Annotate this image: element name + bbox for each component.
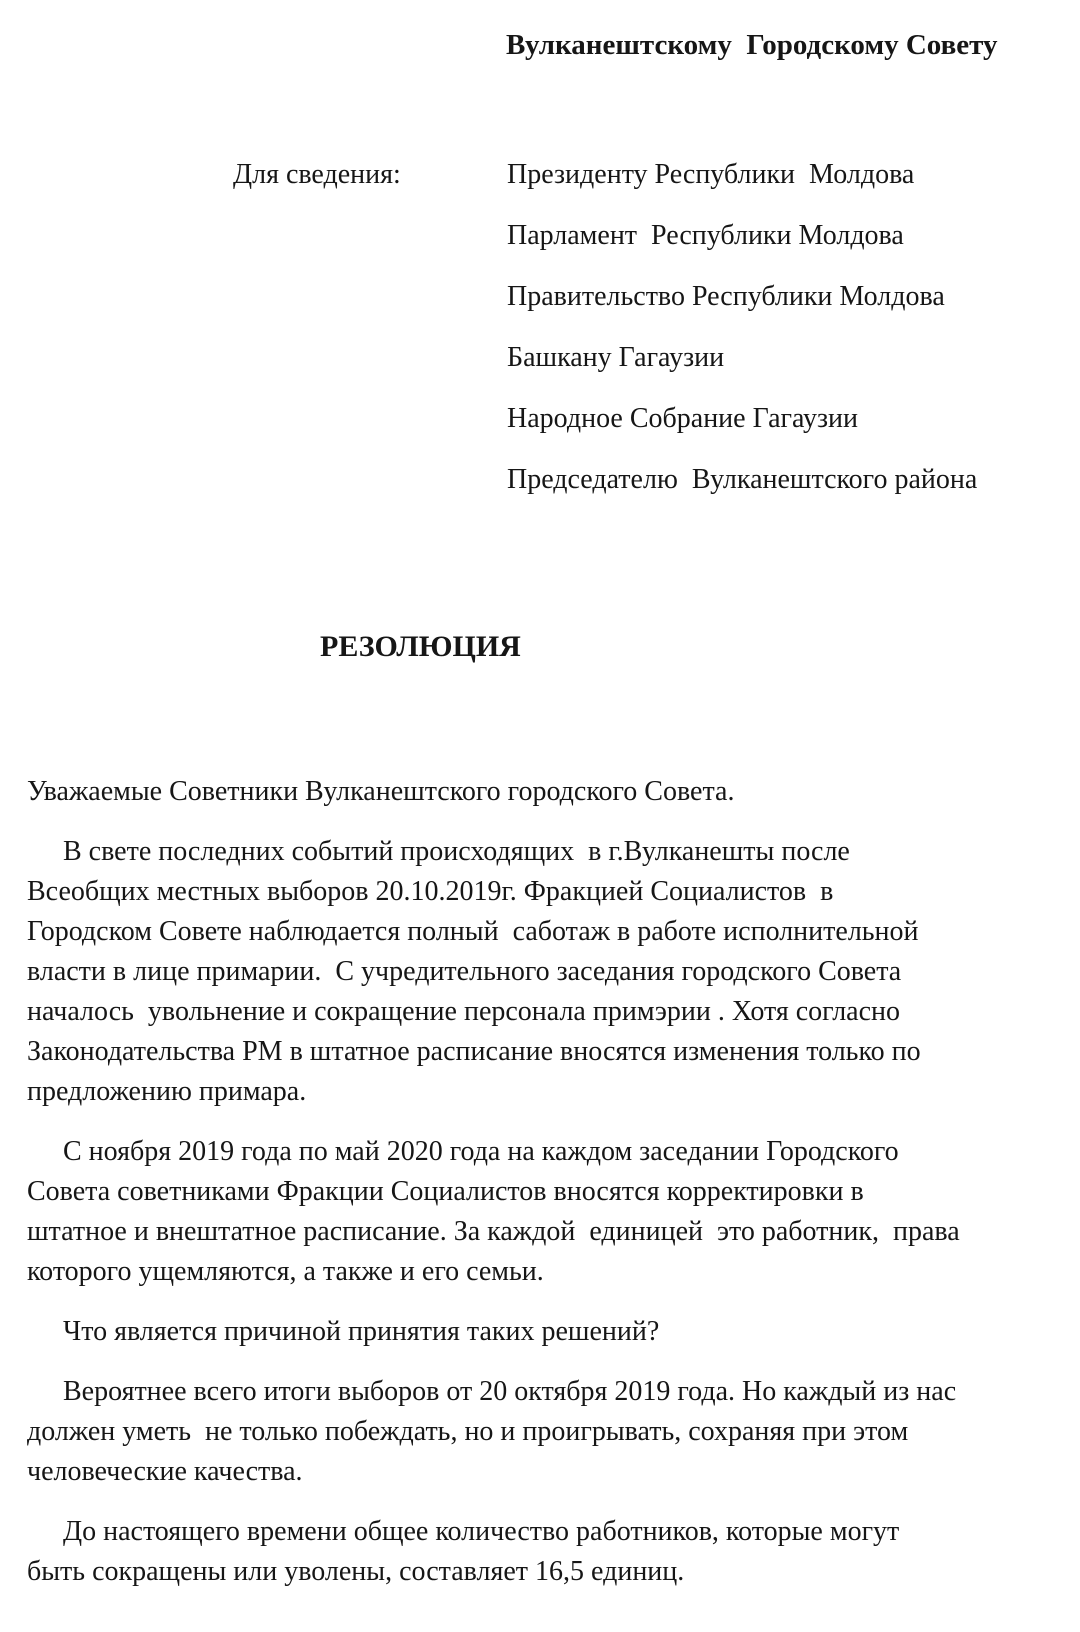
salutation: Уважаемые Советники Вулканештского городского Совета.	[27, 776, 735, 807]
text-line: которого ущемляются, а также и его семьи.	[27, 1256, 544, 1287]
text-line: должен уметь не только побеждать, но и проигрывать, сохраняя при этом	[27, 1416, 909, 1447]
paragraph	[27, 1312, 1067, 1352]
text-line: До настоящего времени общее количество работников, которые могут	[63, 1516, 900, 1547]
text-line: власти в лице примарии. С учредительного заседания городского Совета	[27, 956, 902, 987]
text-line: началось увольнение и сокращение персонала примэрии . Хотя согласно	[27, 996, 901, 1027]
text-line: Всеобщих местных выборов 20.10.2019г. Фракцией Социалистов в	[27, 876, 834, 907]
text-line: Городском Совете наблюдается полный саботаж в работе исполнительной	[27, 916, 919, 947]
recipient-line: Парламент Республики Молдова	[507, 220, 904, 251]
text-line: быть сокращены или уволены, составляет 16,5 единиц.	[27, 1556, 685, 1587]
paragraph	[27, 832, 1067, 1112]
text-line: Вероятнее всего итоги выборов от 20 октября 2019 года. Но каждый из нас	[63, 1376, 957, 1407]
paragraph	[27, 1132, 1067, 1292]
text-line: С ноября 2019 года по май 2020 года на каждом заседании Городского	[63, 1136, 899, 1167]
distribution-label: Для сведения:	[233, 159, 401, 190]
paragraph	[27, 1372, 1067, 1492]
paragraph	[27, 1512, 1067, 1592]
text-line: Законодательства РМ в штатное расписание вносятся изменения только по	[27, 1036, 921, 1067]
text-line: В свете последних событий происходящих в г.Вулканешты после	[63, 836, 850, 867]
addressee-heading: Вулканештскому Городскому Совету	[506, 29, 998, 61]
text-line: предложению примара.	[27, 1076, 307, 1107]
recipient-line: Народное Собрание Гагаузии	[507, 403, 859, 434]
recipient-line: Башкану Гагаузии	[507, 342, 725, 373]
text-line: Что является причиной принятия таких решений?	[63, 1316, 660, 1347]
recipient-line: Председателю Вулканештского района	[507, 464, 978, 495]
document-body	[27, 772, 1067, 1612]
document-title: РЕЗОЛЮЦИЯ	[320, 630, 521, 663]
recipient-list	[507, 158, 977, 524]
text-line: человеческие качества.	[27, 1456, 303, 1487]
text-line: штатное и внештатное расписание. За каждой единицей это работник, права	[27, 1216, 960, 1247]
text-line: Совета советниками Фракции Социалистов вносятся корректировки в	[27, 1176, 864, 1207]
recipient-line: Президенту Республики Молдова	[507, 159, 915, 190]
recipient-line: Правительство Республики Молдова	[507, 281, 945, 312]
